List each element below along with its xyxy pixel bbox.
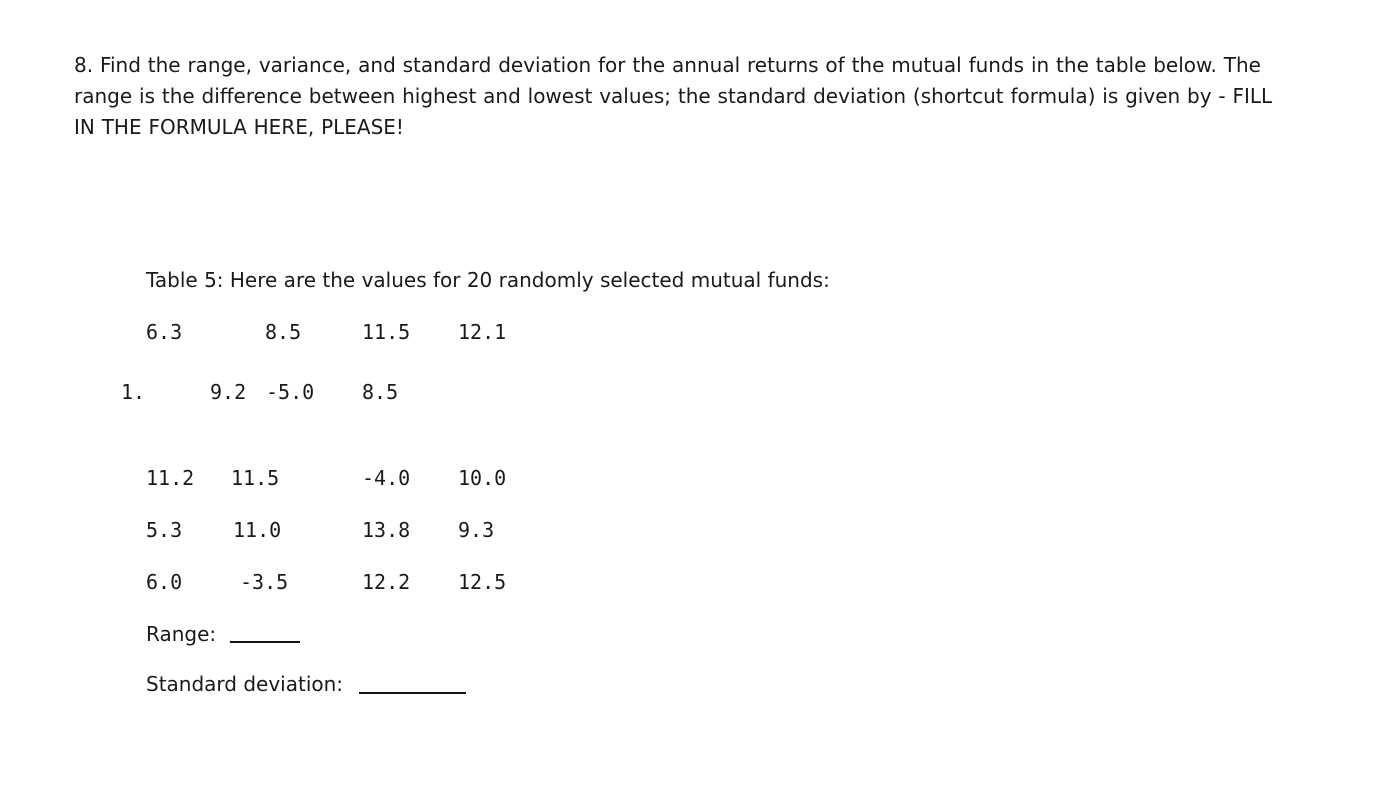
range-answer-blank[interactable] (230, 641, 300, 643)
std-deviation-answer-blank[interactable] (359, 692, 466, 694)
table-cell: 12.5 (458, 570, 507, 594)
question-line: IN THE FORMULA HERE, PLEASE! (74, 115, 404, 139)
table-cell: 12.2 (362, 570, 411, 594)
table-cell: 10.0 (458, 466, 507, 490)
table-cell: 8.5 (265, 320, 302, 344)
table-cell: 5.3 (146, 518, 183, 542)
table-cell: -4.0 (362, 466, 411, 490)
question-line: 8. Find the range, variance, and standard deviation for the annual returns of the mutual funds in the table below. The (74, 53, 1261, 77)
table-cell: 13.8 (362, 518, 411, 542)
range-label: Range: (146, 622, 217, 646)
table-cell: -3.5 (240, 570, 289, 594)
table-cell: 11.2 (146, 466, 195, 490)
table-cell: 11.0 (233, 518, 282, 542)
list-marker: 1. (121, 380, 146, 404)
question-text (74, 50, 1314, 143)
table-cell: 12.1 (458, 320, 507, 344)
table-cell: 8.5 (362, 380, 399, 404)
table-cell: 11.5 (362, 320, 411, 344)
question-line: range is the difference between highest and lowest values; the standard deviation (shortcut formula) is given by - FILL (74, 84, 1273, 108)
table-cell: 9.3 (458, 518, 495, 542)
table-cell: -5.0 (266, 380, 315, 404)
table-cell: 6.3 (146, 320, 183, 344)
table-caption: Table 5: Here are the values for 20 randomly selected mutual funds: (146, 268, 830, 292)
std-deviation-label: Standard deviation: (146, 672, 344, 696)
table-cell: 11.5 (231, 466, 280, 490)
table-cell: 9.2 (210, 380, 247, 404)
table-cell: 6.0 (146, 570, 183, 594)
